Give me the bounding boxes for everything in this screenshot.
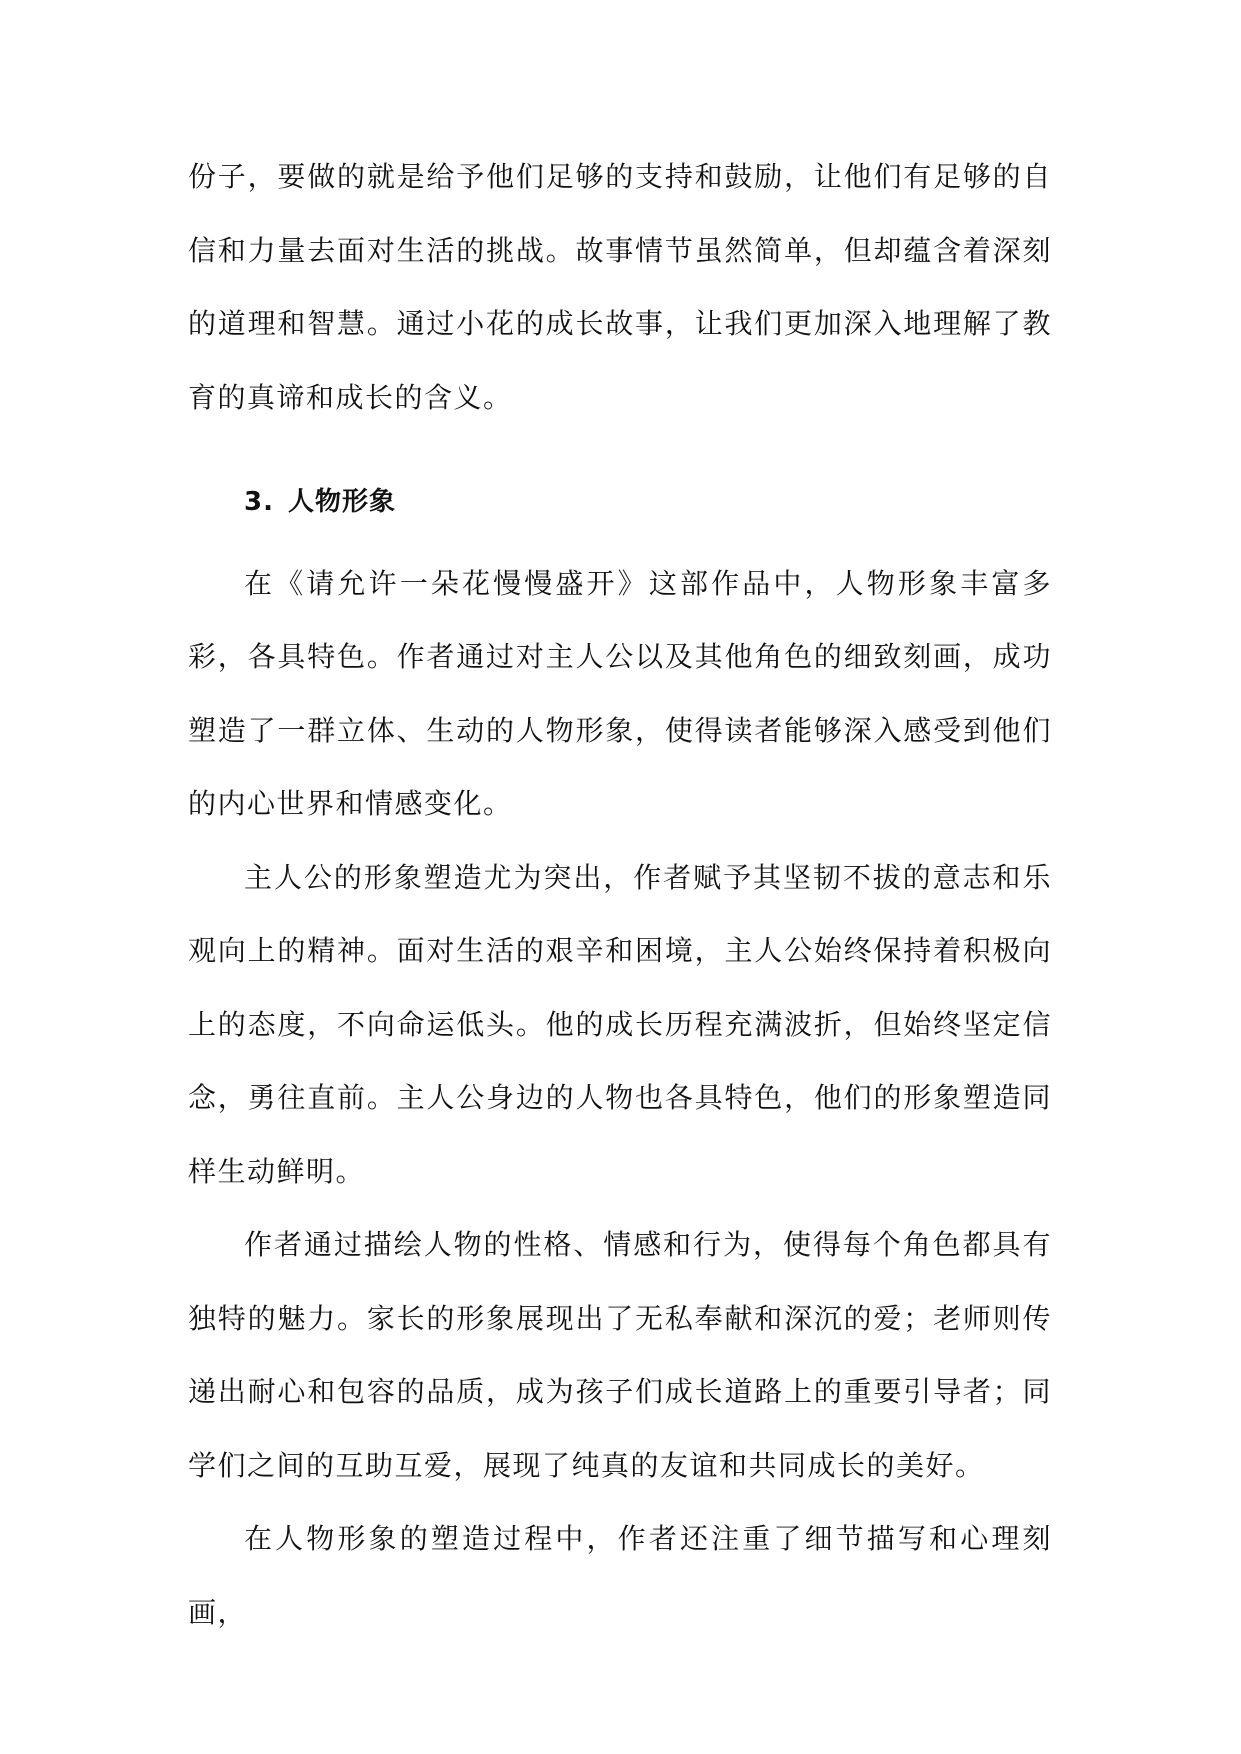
paragraph-3: 作者通过描绘人物的性格、情感和行为，使得每个角色都具有独特的魅力。家长的形象展现出了无私奉献和深沉的爱；老师则传递出耐心和包容的品质，成为孩子们成长道路上的重要引导者；同学们之间的互助互爱，展现了纯真的友谊和共同成长的美好。 [188, 1228, 1052, 1482]
document-body [188, 140, 1052, 1649]
paragraph-2: 主人公的形象塑造尤为突出，作者赋予其坚韧不拔的意志和乐观向上的精神。面对生活的艰辛和困境，主人公始终保持着积极向上的态度，不向命运低头。他的成长历程充满波折，但始终坚定信念，勇往直前。主人公身边的人物也各具特色，他们的形象塑造同样生动鲜明。 [188, 860, 1052, 1188]
section-number: 3. [244, 487, 274, 517]
paragraph-1: 在《请允许一朵花慢慢盛开》这部作品中，人物形象丰富多彩，各具特色。作者通过对主人公以及其他角色的细致刻画，成功塑造了一群立体、生动的人物形象，使得读者能够深入感受到他们的内心世界和情感变化。 [188, 566, 1052, 820]
paragraph-4: 在人物形象的塑造过程中，作者还注重了细节描写和心理刻画， [188, 1522, 1052, 1629]
paragraph-continued: 份子，要做的就是给予他们足够的支持和鼓励，让他们有足够的自信和力量去面对生活的挑战。故事情节虽然简单，但却蕴含着深刻的道理和智慧。通过小花的成长故事，让我们更加深入地理解了教育的真谛和成长的含义。 [188, 160, 1052, 414]
section-title: 人物形象 [287, 487, 396, 517]
section-heading [188, 466, 1052, 540]
